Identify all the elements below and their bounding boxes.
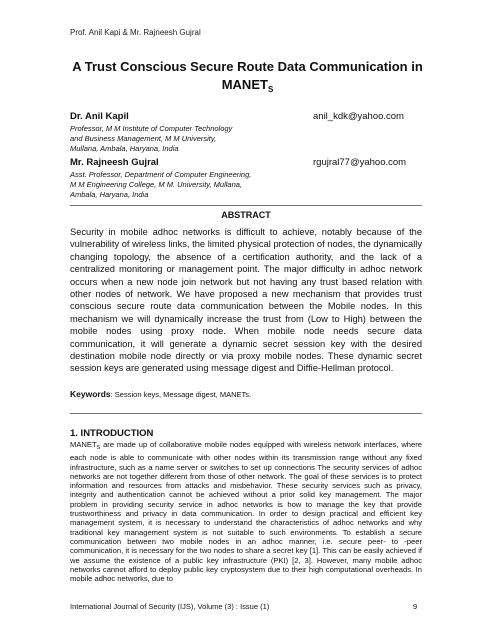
abstract-heading: ABSTRACT (221, 210, 271, 220)
affiliation-line: Mullana, Ambala, Haryana, India (70, 144, 179, 153)
keywords-label: Keywords (70, 389, 111, 399)
author-2-affiliation (70, 170, 251, 200)
intro-subscript: S (96, 445, 101, 451)
author-1-affiliation (70, 124, 232, 154)
affiliation-line: Ambala, Haryana, India (70, 190, 149, 199)
author-2-email: rgujral77@yahoo.com (313, 157, 407, 168)
section-heading: 1. INTRODUCTION (70, 428, 154, 439)
page-number: 9 (413, 602, 418, 611)
title-manet: MANET (221, 77, 268, 92)
abstract-text: Security in mobile adhoc networks is difficult to achieve, notably because of the vulnerability of wireless links, the limited physical protection of nodes, the dynamically changing topology, the absence of a certification authority, and the lack of a centralized monitoring or management point. The major difficulty in adhoc network occurs when a new node join network but not having any trust based relation with other nodes of network. We have proposed a new mechanism that provides trust conscious secure route data communication between the Mobile nodes. In this mechanism we will dynamically increase the trust from (Low to High) between the mobile nodes using proxy node. When mobile node needs secure data communication, it will generate a dynamic secret session key with the desired destination mobile node directly or via proxy mobile nodes. These dynamic secret session keys are generated using message digest and Diffie-Hellman protocol. (70, 227, 422, 374)
affiliation-line: Professor, M M Institute of Computer Technology (70, 124, 233, 133)
keywords-text: Session keys, Message digest, MANETs. (112, 390, 252, 399)
footer-journal: International Journal of Security (IJS), Volume (3) : Issue (1) (70, 602, 270, 611)
affiliation-line: Asst. Professor, Department of Computer Engineering, (70, 170, 252, 179)
paper-title (60, 58, 435, 99)
title-line-1: A Trust Conscious Secure Route Data Communication in (72, 59, 423, 74)
divider (70, 205, 422, 206)
keywords (70, 389, 251, 399)
title-line-2 (60, 76, 435, 99)
affiliation-line: M M Engineering College, M M. University, Mullana, (70, 180, 243, 189)
keywords-separator: : (110, 390, 113, 399)
author-1-name: Dr. Anil Kapil (70, 111, 129, 122)
intro-body-text: are made up of collaborative mobile nodes equipped with wireless network interfaces, where each node is able to communicate with other nodes within its transmission range without any fixed infrastructure, such as a name server or switches to set up connections The security services of adhoc networks are not together different from those of other network. The goal of these services is to protect information and resources from attacks and misbehavior. These security services such as privacy, integrity and authentication cannot be achieved without a prior solid key management. The major problem in providing security service in adhoc networks is how to manage the key that provide trustworthiness and privacy in data communication. In order to design practical and efficient key management system, it is necessary to understand the characteristics of adhoc networks and why traditional key management system is not suitable to such environments. To establish a secure communication between two mobile nodes in an adhoc manner, i.e. secure peer- to -peer communication, it is necessary for the two nodes to share a secret key [1]. This can be easily achieved if we assume the existence of a public key infrastructure (PKI) [2, 3]. However, many mobile adhoc networks cannot afford to deploy public key cryptosystem due to their high computational overheads. In mobile adhoc networks, due to (70, 440, 422, 584)
author-1-email: anil_kdk@yahoo.com (313, 111, 404, 122)
introduction-text (70, 440, 422, 583)
divider (70, 413, 422, 414)
affiliation-line: and Business Management, M M University, (70, 134, 217, 143)
title-subscript: S (267, 85, 274, 94)
author-2-name: Mr. Rajneesh Gujral (70, 157, 159, 168)
intro-manet: MANET (70, 440, 97, 449)
running-header: Prof. Anil Kapi & Mr. Rajneesh Gujral (70, 28, 201, 37)
